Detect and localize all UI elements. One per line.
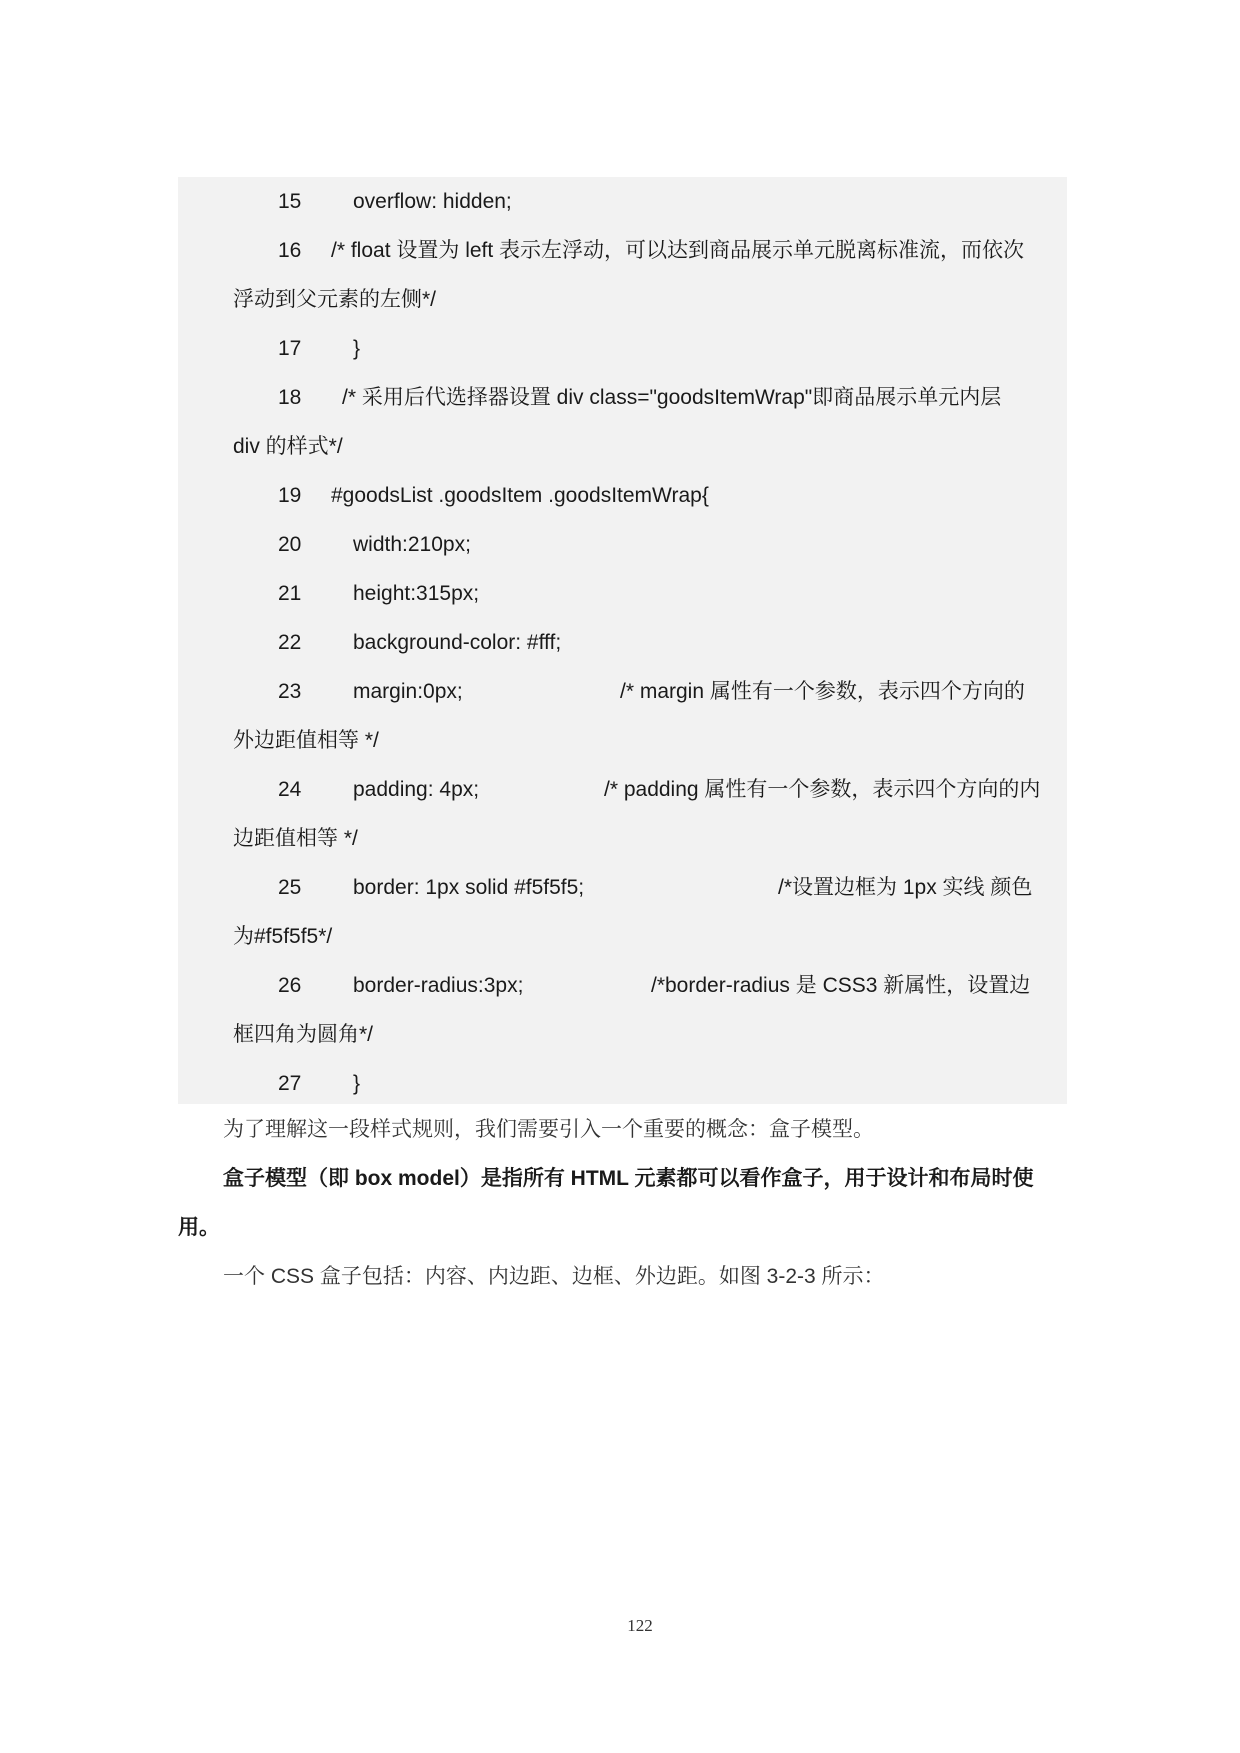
code-line: }: [353, 337, 361, 360]
code-line-continuation: 框四角为圆角*/: [233, 1023, 374, 1046]
code-comment: /*border-radius 是 CSS3 新属性，设置边: [651, 974, 1031, 997]
code-line: #goodsList .goodsItem .goodsItemWrap{: [331, 484, 709, 507]
code-line: background-color: #fff;: [353, 631, 562, 654]
code-line: margin:0px;: [353, 680, 463, 703]
code-comment: /* padding 属性有一个参数，表示四个方向的内: [604, 778, 1041, 801]
line-number: 19: [278, 484, 302, 507]
line-number: 25: [278, 876, 302, 899]
line-number: 22: [278, 631, 302, 654]
code-line-continuation: 边距值相等 */: [233, 827, 358, 850]
line-number: 26: [278, 974, 302, 997]
box-components-paragraph: 一个 CSS 盒子包括：内容、内边距、边框、外边距。如图 3-2-3 所示：: [223, 1265, 885, 1288]
code-line-continuation: 外边距值相等 */: [233, 729, 379, 752]
code-line-continuation: div 的样式*/: [233, 435, 343, 458]
intro-paragraph: 为了理解这一段样式规则，我们需要引入一个重要的概念：盒子模型。: [223, 1118, 874, 1141]
line-number: 15: [278, 190, 302, 213]
code-comment: /*设置边框为 1px 实线 颜色: [778, 876, 1033, 899]
code-line: border: 1px solid #f5f5f5;: [353, 876, 585, 899]
code-line: /* float 设置为 left 表示左浮动，可以达到商品展示单元脱离标准流，而依次: [331, 239, 1025, 262]
line-number: 24: [278, 778, 302, 801]
code-listing: [178, 177, 1067, 1104]
code-line: height:315px;: [353, 582, 480, 605]
code-line: padding: 4px;: [353, 778, 480, 801]
code-line: /* 采用后代选择器设置 div class="goodsItemWrap"即商品展示单元内层: [342, 386, 1002, 409]
box-model-definition: 盒子模型（即 box model）是指所有 HTML 元素都可以看作盒子，用于设计和布局时使: [223, 1167, 1034, 1190]
line-number: 18: [278, 386, 302, 409]
line-number: 21: [278, 582, 302, 605]
box-model-definition-continuation: 用。: [178, 1216, 220, 1239]
line-number: 23: [278, 680, 302, 703]
code-comment: /* margin 属性有一个参数，表示四个方向的: [620, 680, 1025, 703]
code-line-continuation: 浮动到父元素的左侧*/: [233, 288, 437, 311]
line-number: 17: [278, 337, 302, 360]
line-number: 27: [278, 1072, 302, 1095]
code-line: }: [353, 1072, 361, 1095]
code-line: width:210px;: [353, 533, 471, 556]
code-line-continuation: 为#f5f5f5*/: [233, 925, 333, 948]
code-line: overflow: hidden;: [353, 190, 512, 213]
page-number: 122: [627, 1616, 653, 1635]
line-number: 16: [278, 239, 302, 262]
line-number: 20: [278, 533, 302, 556]
code-line: border-radius:3px;: [353, 974, 524, 997]
